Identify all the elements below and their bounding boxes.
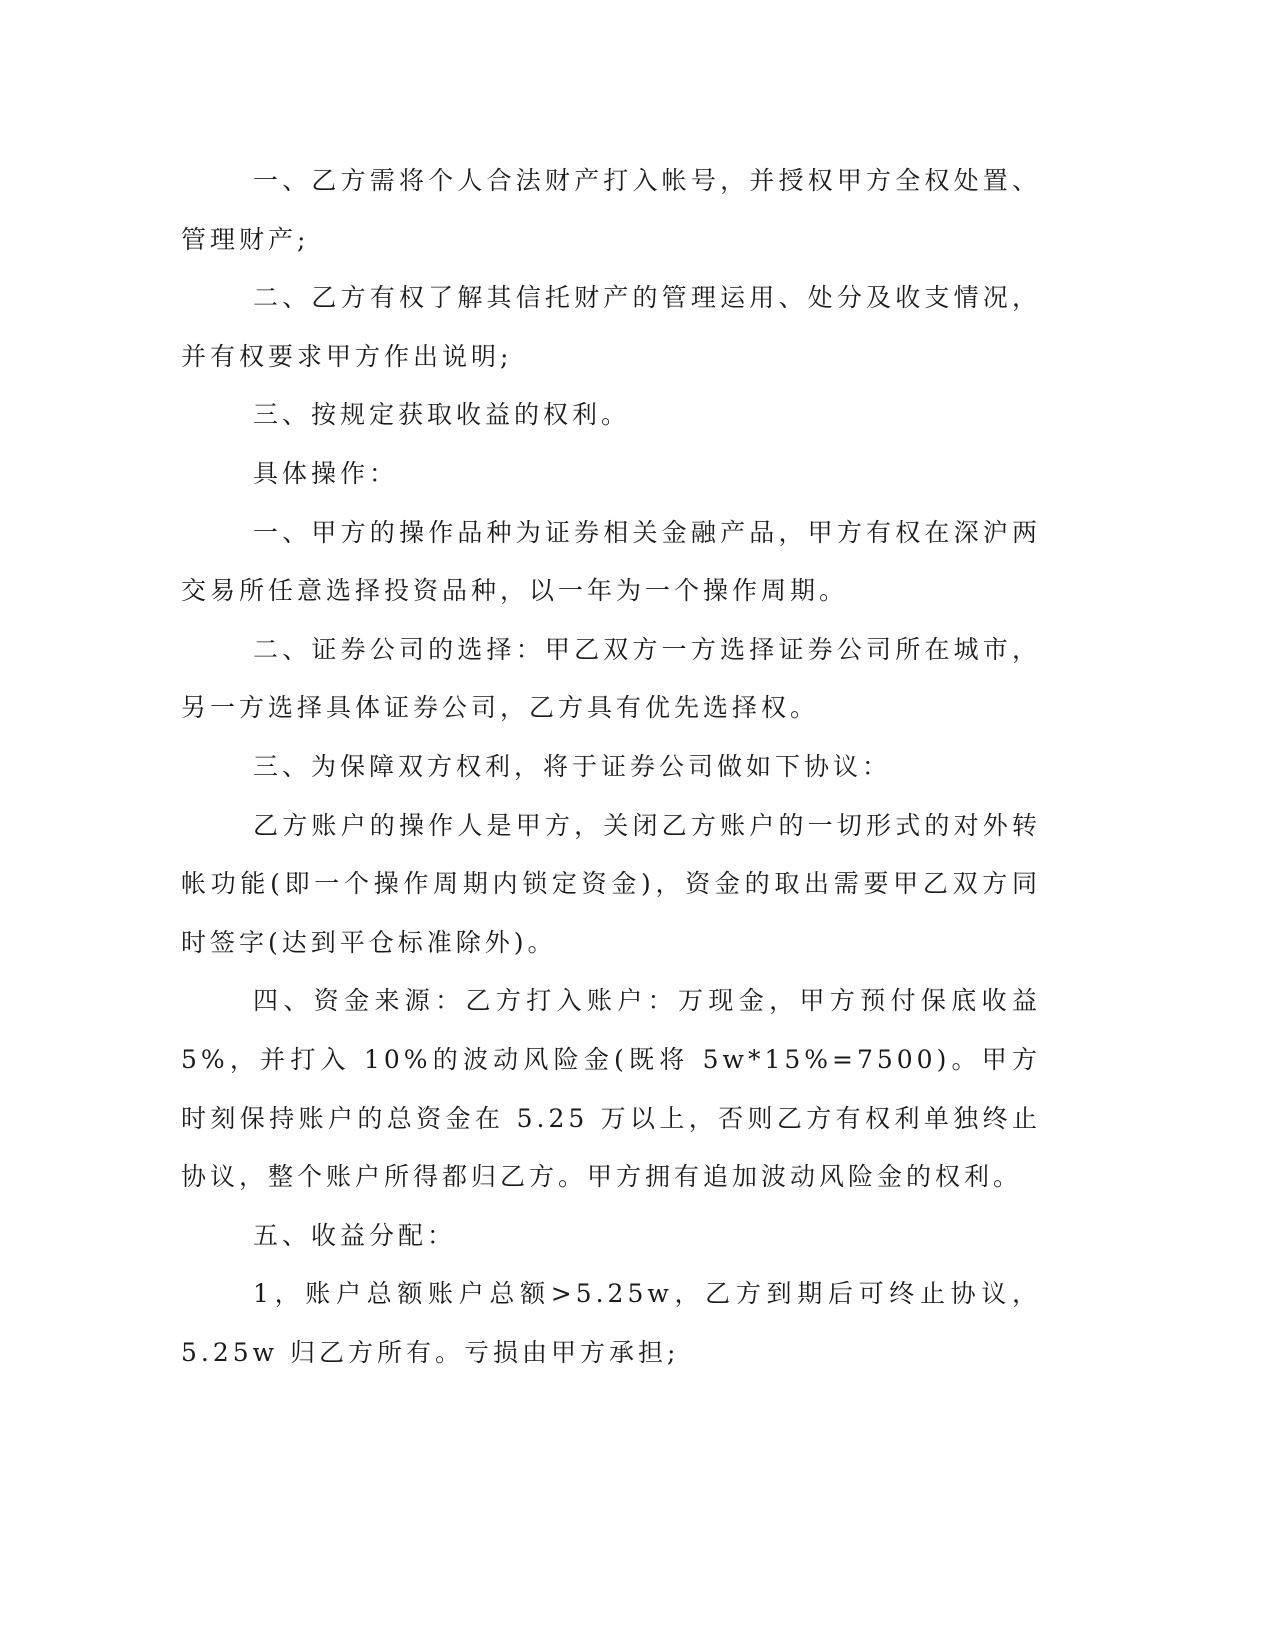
paragraph-10: 五、收益分配：: [253, 1220, 457, 1250]
paragraph-4: 具体操作：: [253, 458, 399, 488]
paragraph-2: 二、乙方有权了解其信托财产的管理运用、处分及收支情况，并有权要求甲方作出说明;: [181, 283, 1041, 371]
paragraph-11: 1，账户总额账户总额>5.25w，乙方到期后可终止协议，5.25w 归乙方所有。亏损由甲方承担;: [181, 1279, 1041, 1367]
paragraph-6: 二、证券公司的选择：甲乙双方一方选择证券公司所在城市，另一方选择具体证券公司，乙方具有优先选择权。: [181, 634, 1041, 723]
paragraph-5: 一、甲方的操作品种为证券相关金融产品，甲方有权在深沪两交易所任意选择投资品种，以一年为一个操作周期。: [181, 517, 1041, 606]
paragraph-8: 乙方账户的操作人是甲方，关闭乙方账户的一切形式的对外转帐功能(即一个操作周期内锁定资金)，资金的取出需要甲乙双方同时签字(达到平仓标准除外)。: [181, 810, 1041, 957]
document-body: [181, 152, 1041, 1382]
paragraph-7: 三、为保障双方权利，将于证券公司做如下协议：: [253, 751, 892, 781]
paragraph-1: 一、乙方需将个人合法财产打入帐号，并授权甲方全权处置、管理财产;: [181, 166, 1041, 254]
paragraph-9: 四、资金来源：乙方打入账户：万现金，甲方预付保底收益 5%，并打入 10%的波动风险金(既将 5w*15%=7500)。甲方时刻保持账户的总资金在 5.25 万以上，否则乙方有权利单独终止协议，整个账户所得都归乙方。甲方拥有追加波动风险金的权利。: [181, 986, 1041, 1192]
paragraph-3: 三、按规定获取收益的权利。: [253, 400, 631, 430]
